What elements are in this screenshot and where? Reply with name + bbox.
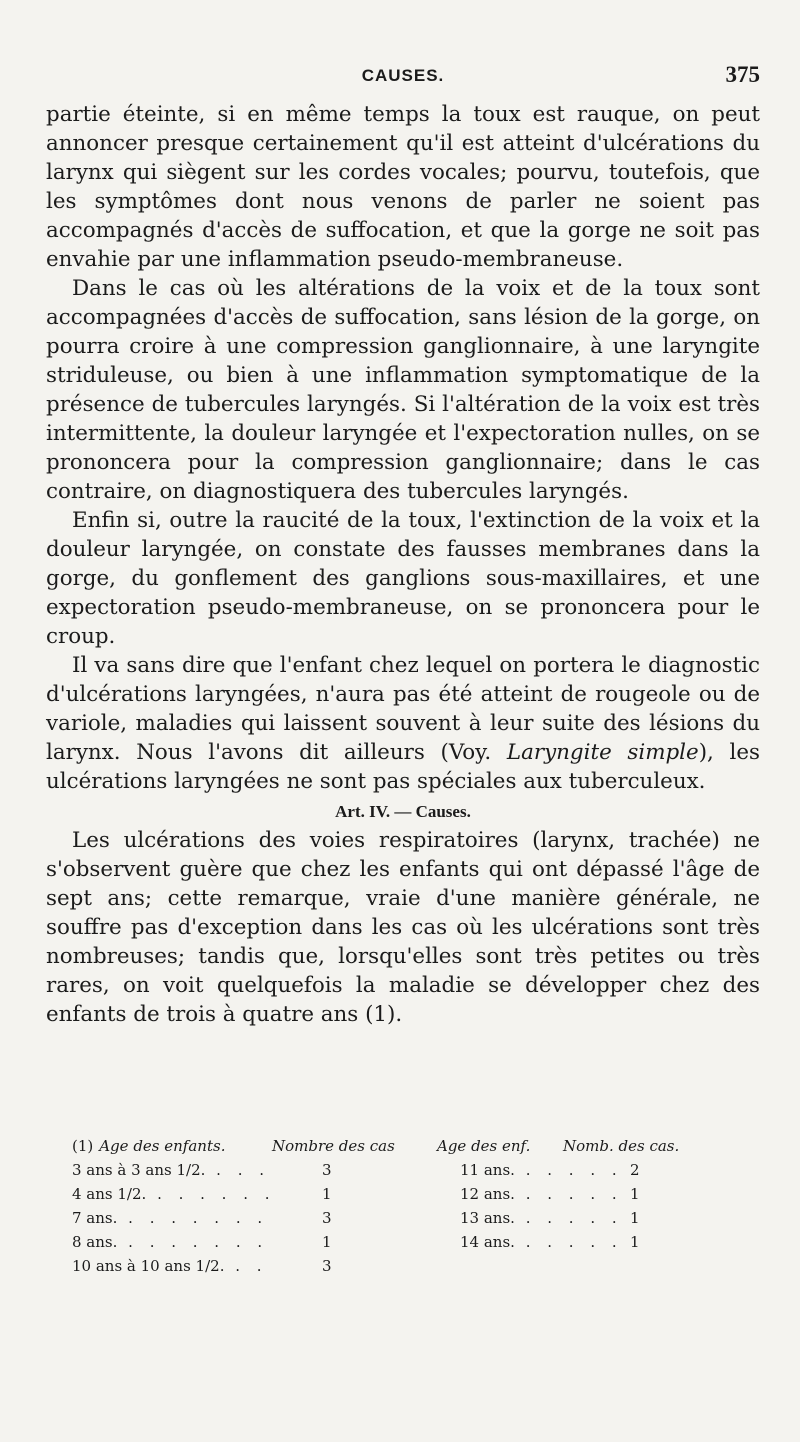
footnote xyxy=(72,1134,732,1278)
age-cell xyxy=(72,1158,322,1182)
age-label-2: 13 ans. xyxy=(460,1209,515,1227)
header-number-cases: Nombre des cas xyxy=(272,1137,395,1155)
age-label: 4 ans 1/2. xyxy=(72,1185,147,1203)
age-label-2: 12 ans. xyxy=(460,1185,515,1203)
leader-dots: . . xyxy=(224,1257,268,1275)
running-head: CAUSES. xyxy=(361,66,445,85)
paragraph-4-text: Il va sans dire que l'enfant chez lequel on portera le diagnostic d'ulcérations laryngées, n'aura pas été atteint de rougeole ou de variole, maladies qui laissent souvent à leur suite des lésions du larynx. Nous l'avons dit ailleurs (Voy. xyxy=(46,653,760,765)
age-cell-2 xyxy=(460,1230,630,1254)
age-label-2: 11 ans. xyxy=(460,1161,515,1179)
age-cell xyxy=(72,1230,322,1254)
leader-dots-2: . . . . . xyxy=(514,1233,623,1251)
section-title: Art. IV. — Causes. xyxy=(335,802,471,821)
leader-dots: . . . . . . xyxy=(146,1185,276,1203)
age-label-2: 14 ans. xyxy=(460,1233,515,1251)
age-cell-2 xyxy=(460,1254,630,1278)
age-cell-2 xyxy=(460,1182,630,1206)
leader-dots-2: . . . . . xyxy=(514,1161,623,1179)
paragraph-4 xyxy=(46,651,760,796)
case-count-2 xyxy=(630,1254,710,1278)
footnote-marker: (1) xyxy=(72,1137,94,1155)
case-count: 1 xyxy=(322,1185,332,1203)
table-row xyxy=(72,1230,732,1254)
table-row xyxy=(72,1254,732,1278)
header-age-children-2: Age des enf. xyxy=(437,1137,531,1155)
page-header xyxy=(46,62,760,96)
paragraph-1: partie éteinte, si en même temps la toux est rauque, on peut annoncer presque certainement qu'il est atteint d'ulcérations du larynx qui siègent sur les cordes vocales; pourvu, toutefois, que les symptômes dont nous venons de parler ne soient pas accompagnés d'accès de suffocation, et que la gorge ne soit pas envahie par une inflammation pseudo-membraneuse. xyxy=(46,102,760,272)
age-cell xyxy=(72,1182,322,1206)
leader-dots: . . . . . . . xyxy=(117,1233,269,1251)
leader-dots-2: . . . . . xyxy=(514,1185,623,1203)
age-cell-2 xyxy=(460,1206,630,1230)
page-number: 375 xyxy=(725,62,760,87)
age-label: 8 ans. xyxy=(72,1233,118,1251)
age-label: 7 ans. xyxy=(72,1209,118,1227)
leader-dots: . . . . . . . xyxy=(117,1209,269,1227)
table-row xyxy=(72,1158,732,1182)
case-count: 3 xyxy=(322,1161,332,1179)
age-label: 3 ans à 3 ans 1/2. xyxy=(72,1161,206,1179)
case-count-2: 1 xyxy=(630,1233,640,1251)
paragraph-4-text-end: ), les ulcérations laryngées ne sont pas spéciales aux tuberculeux. xyxy=(46,740,760,794)
case-count-2: 2 xyxy=(630,1161,640,1179)
leader-dots: . . . xyxy=(205,1161,270,1179)
case-count: 1 xyxy=(322,1233,332,1251)
leader-dots-2: . . . . . xyxy=(514,1209,623,1227)
table-row xyxy=(72,1206,732,1230)
age-label: 10 ans à 10 ans 1/2. xyxy=(72,1257,225,1275)
case-count: 3 xyxy=(322,1209,332,1227)
age-cell xyxy=(72,1254,322,1278)
case-count-2: 1 xyxy=(630,1209,640,1227)
age-cell-2 xyxy=(460,1158,630,1182)
table-row xyxy=(72,1182,732,1206)
age-cell xyxy=(72,1206,322,1230)
paragraph-2: Dans le cas où les altérations de la voix et de la toux sont accompagnées d'accès de suffocation, sans lésion de la gorge, on pourra croire à une compression ganglionnaire, à une laryngite striduleuse, ou bien à une inflammation symptomatique de la présence de tubercules laryngés. Si l'altération de la voix est très intermittente, la douleur laryngée et l'expectoration nulles, on se prononcera pour la compression ganglionnaire; dans le cas contraire, on diagnostiquera des tubercules laryngés. xyxy=(46,276,760,504)
paragraph-3: Enfin si, outre la raucité de la toux, l'extinction de la voix et la douleur laryngée, on constate des fausses membranes dans la gorge, du gonflement des ganglions sous-maxillaires, et une expectoration pseudo-membraneuse, on se prononcera pour le croup. xyxy=(46,508,760,649)
paragraph-4-reference: Laryngite simple xyxy=(506,740,699,765)
case-count: 3 xyxy=(322,1257,332,1275)
body-text xyxy=(46,100,760,1029)
header-number-cases-2: Nomb. des cas. xyxy=(563,1137,680,1155)
header-age-children: Age des enfants. xyxy=(99,1137,226,1155)
footnote-table-body xyxy=(72,1158,732,1278)
footnote-table-header xyxy=(72,1134,732,1158)
case-count-2: 1 xyxy=(630,1185,640,1203)
paragraph-5: Les ulcérations des voies respiratoires (larynx, trachée) ne s'observent guère que chez les enfants qui ont dépassé l'âge de sept ans; cette remarque, vraie d'une manière générale, ne souffre pas d'exception dans les cas où les ulcérations sont très nombreuses; tandis que, lorsqu'elles sont très petites ou très rares, on voit quelquefois la maladie se développer chez des enfants de trois à quatre ans (1). xyxy=(46,828,760,1027)
